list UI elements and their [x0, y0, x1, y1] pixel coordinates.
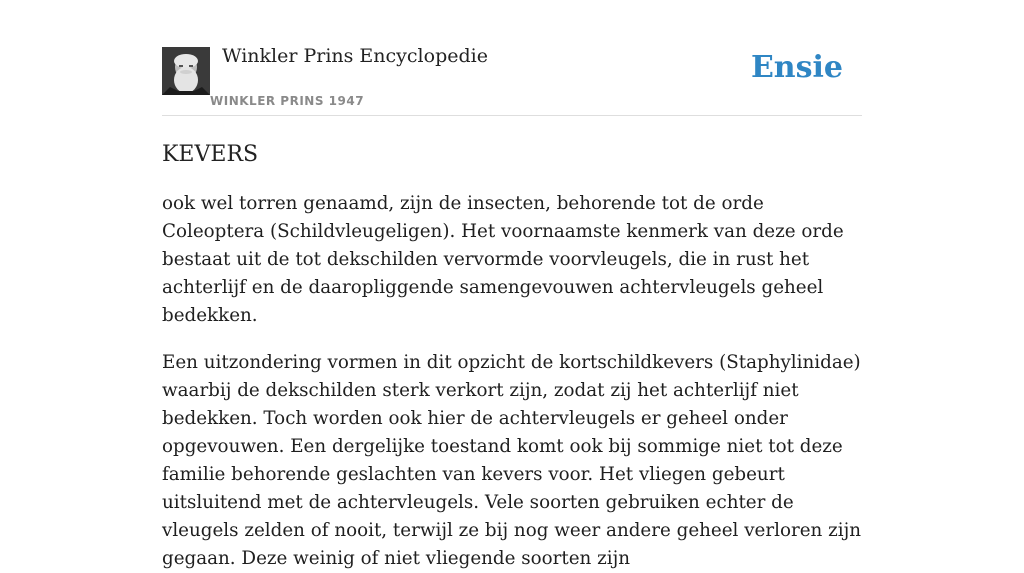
article-paragraph: Een uitzondering vormen in dit opzicht de kortschildkevers (Staphylinidae) waarbij de dekschilden sterk verkort zijn, zodat zij het achterlijf niet bedekken. Toch worden ook hier de achtervleugels er geheel onder opgevouwen. Een dergelijke toestand komt ook bij sommige niet tot deze familie behorende geslachten van kevers voor. Het vliegen gebeurt uitsluitend met de achtervleugels. Vele soorten gebruiken echter de vleugels zelden of nooit, terwijl ze bij nog weer andere geheel verloren zijn gegaan. Deze weinig of niet vliegende soorten zijn [162, 352, 862, 569]
article-container [162, 0, 862, 573]
article-paragraph: ook wel torren genaamd, zijn de insecten, behorende tot de orde Coleoptera (Schildvleugeligen). Het voornaamste kenmerk van deze orde bestaat uit de tot dekschilden vervormde voorvleugels, die in rust het achterlijf en de daaropliggende samengevouwen achtervleugels geheel bedekken. [162, 193, 844, 326]
brand-logo[interactable]: Ensie [750, 50, 843, 85]
avatar[interactable] [162, 47, 210, 95]
source-subtitle[interactable]: WINKLER PRINS 1947 [210, 94, 365, 108]
bearded-man-portrait-icon [162, 47, 210, 95]
source-title[interactable]: Winkler Prins Encyclopedie [222, 45, 488, 67]
article-title: KEVERS [162, 142, 259, 167]
source-header [162, 0, 862, 116]
